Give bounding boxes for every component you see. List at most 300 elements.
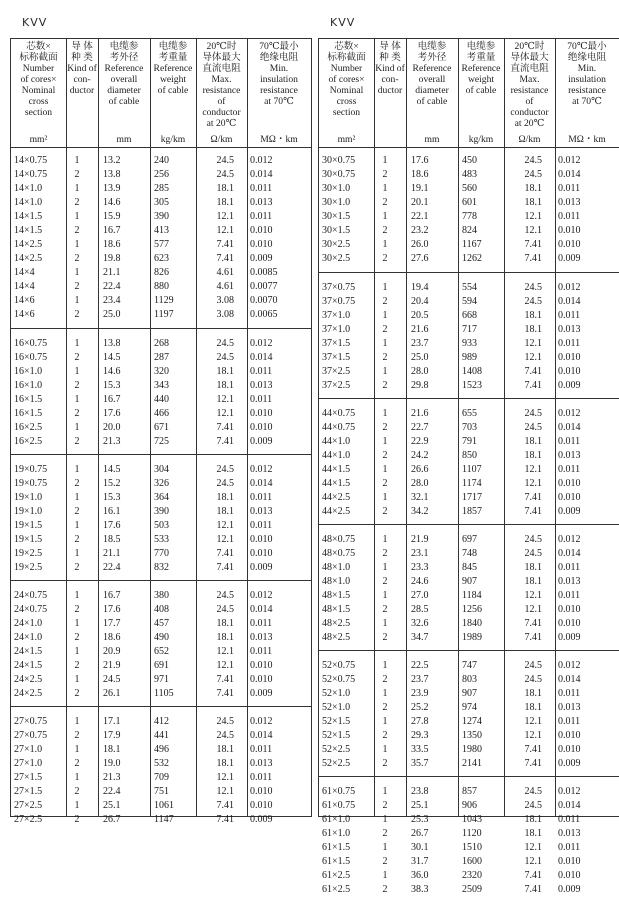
table-row: [319, 673, 619, 687]
cell-col5: 7.41: [524, 870, 542, 881]
cell-col5: 7.41: [216, 562, 234, 573]
table-row: [11, 379, 311, 393]
cell-col1: 30×2.5: [322, 253, 351, 264]
cell-col2: 1: [382, 786, 388, 797]
table-row: [11, 589, 311, 603]
cell-col2: 2: [74, 380, 80, 391]
cell-col3: 18.6: [411, 169, 429, 180]
cell-col5: 24.5: [524, 660, 542, 671]
cell-col3: 20.4: [411, 296, 429, 307]
header-cn-text: 种 类: [71, 52, 93, 63]
table-row: [11, 491, 311, 505]
cell-col5: 7.41: [216, 688, 234, 699]
table-row: [11, 421, 311, 435]
cell-col5: 24.5: [216, 716, 234, 727]
cell-col5: 18.1: [216, 758, 234, 769]
cell-col2: 2: [74, 786, 80, 797]
header-cn-text: 考重量: [158, 52, 188, 63]
table-row: [11, 603, 311, 617]
cell-col5: 12.1: [216, 534, 234, 545]
cell-col1: 30×1.0: [322, 197, 351, 208]
cell-col5: 7.41: [216, 800, 234, 811]
cell-col6: 0.011: [250, 394, 273, 405]
cell-col3: 21.9: [411, 534, 429, 545]
header-cell-col5: [504, 39, 555, 147]
cell-col3: 21.1: [103, 548, 121, 559]
right-panel: [318, 0, 618, 895]
cell-col4: 845: [462, 562, 477, 573]
cell-col1: 27×1.0: [14, 744, 43, 755]
cell-col4: 1840: [462, 618, 482, 629]
cell-col1: 52×1.5: [322, 730, 351, 741]
cell-col2: 1: [382, 842, 388, 853]
cell-col3: 24.2: [411, 450, 429, 461]
cell-col4: 1523: [462, 380, 482, 391]
cell-col4: 1989: [462, 632, 482, 643]
table-row: [11, 645, 311, 659]
cell-col1: 61×1.0: [322, 814, 351, 825]
header-cn-text: 电缆参: [417, 41, 447, 52]
cell-col6: 0.010: [558, 618, 581, 629]
cell-col3: 34.2: [411, 506, 429, 517]
cell-col3: 38.3: [411, 884, 429, 895]
cell-col6: 0.009: [558, 253, 581, 264]
table-body: [319, 148, 619, 895]
header-cn-text: 导 体: [379, 41, 401, 52]
cell-col2: 1: [74, 618, 80, 629]
cell-col1: 44×0.75: [322, 422, 356, 433]
cell-col1: 14×0.75: [14, 169, 48, 180]
header-cn-text: 70℃最小: [567, 41, 607, 52]
table-row: [319, 323, 619, 337]
header-en-text: Number: [330, 63, 363, 74]
table-row: [11, 771, 311, 785]
cell-col6: 0.010: [558, 239, 581, 250]
cell-col6: 0.010: [558, 604, 581, 615]
cell-col4: 1510: [462, 842, 482, 853]
cell-col2: 1: [382, 183, 388, 194]
cell-col2: 1: [74, 548, 80, 559]
cell-col4: 832: [154, 562, 169, 573]
cell-col6: 0.009: [558, 380, 581, 391]
cell-col4: 1174: [462, 478, 482, 489]
cell-col1: 24×1.5: [14, 646, 43, 657]
cell-col2: 1: [382, 590, 388, 601]
header-en-text: resistance: [260, 85, 298, 96]
cell-col2: 1: [74, 492, 80, 503]
cell-col5: 7.41: [216, 674, 234, 685]
header-en-text: weight: [467, 74, 495, 85]
cell-col5: 7.41: [524, 884, 542, 895]
cell-col1: 14×2.5: [14, 253, 43, 264]
cell-col1: 27×1.0: [14, 758, 43, 769]
cell-col5: 18.1: [216, 618, 234, 629]
cell-col3: 15.2: [103, 478, 121, 489]
cell-col2: 1: [74, 422, 80, 433]
cell-col1: 44×1.0: [322, 450, 351, 461]
cell-col1: 37×0.75: [322, 296, 356, 307]
cell-col6: 0.010: [250, 408, 273, 419]
cell-col5: 18.1: [524, 450, 542, 461]
cell-col5: 24.5: [216, 604, 234, 615]
cell-col2: 1: [74, 295, 80, 306]
cell-col5: 24.5: [216, 352, 234, 363]
cell-col6: 0.011: [558, 842, 581, 853]
cell-col4: 390: [154, 506, 169, 517]
cell-col5: 7.41: [524, 380, 542, 391]
cell-col4: 668: [462, 310, 477, 321]
cell-col6: 0.010: [558, 870, 581, 881]
cell-col5: 18.1: [216, 366, 234, 377]
header-cn-text: 芯数×: [26, 41, 51, 52]
table-row: [11, 477, 311, 491]
cell-col5: 24.5: [524, 674, 542, 685]
header-en-text: ductor: [377, 85, 403, 96]
table-row: [11, 659, 311, 673]
cell-col4: 1350: [462, 730, 482, 741]
cell-col5: 12.1: [524, 352, 542, 363]
table-row: [11, 182, 311, 196]
cell-col1: 30×1.5: [322, 211, 351, 222]
cell-col6: 0.014: [250, 730, 273, 741]
header-en-text: Reference: [153, 63, 193, 74]
cell-col5: 24.5: [216, 590, 234, 601]
cell-col6: 0.011: [250, 772, 273, 783]
cell-col3: 17.6: [103, 520, 121, 531]
table-row: [11, 266, 311, 280]
cell-col2: 1: [74, 800, 80, 811]
cell-col4: 671: [154, 422, 169, 433]
cell-col3: 17.6: [103, 604, 121, 615]
cell-col5: 7.41: [524, 492, 542, 503]
cell-col4: 1043: [462, 814, 482, 825]
table-row: [319, 491, 619, 505]
cell-col1: 19×1.5: [14, 534, 43, 545]
cell-col1: 37×2.5: [322, 366, 351, 377]
cell-col3: 22.4: [103, 281, 121, 292]
cell-col6: 0.010: [250, 800, 273, 811]
header-en-text: of cable: [108, 96, 140, 107]
cell-col1: 27×1.5: [14, 772, 43, 783]
header-cell-col5: [196, 39, 247, 147]
cell-col3: 31.7: [411, 856, 429, 867]
cell-col1: 27×0.75: [14, 716, 48, 727]
header-cn-text: 芯数×: [334, 41, 359, 52]
header-cell-col2: [374, 39, 406, 147]
cell-col1: 19×2.5: [14, 562, 43, 573]
cell-col5: 24.5: [524, 155, 542, 166]
cell-col1: 24×1.0: [14, 632, 43, 643]
header-en-text: Reference: [104, 63, 144, 74]
cell-col5: 24.5: [216, 464, 234, 475]
cell-col4: 989: [462, 352, 477, 363]
cell-col1: 44×2.5: [322, 506, 351, 517]
header-cell-col6: [247, 39, 311, 147]
header-cn-text: 电缆参: [466, 41, 496, 52]
cell-col1: 19×1.5: [14, 520, 43, 531]
cell-col5: 12.1: [524, 590, 542, 601]
cell-col6: 0.010: [558, 744, 581, 755]
table-row: [319, 561, 619, 575]
cell-col5: 12.1: [216, 211, 234, 222]
cell-col4: 824: [462, 225, 477, 236]
cell-col4: 751: [154, 786, 169, 797]
header-en-text: at 70℃: [264, 96, 294, 107]
cell-col4: 413: [154, 225, 169, 236]
table-row: [319, 785, 619, 799]
cell-col5: 7.41: [524, 632, 542, 643]
cell-col4: 287: [154, 352, 169, 363]
header-en-text: of: [525, 96, 534, 107]
cell-col3: 23.8: [411, 786, 429, 797]
header-cn-text: 考外径: [417, 52, 447, 63]
header-en-text: Nominal: [329, 85, 364, 96]
header-unit: mm²: [337, 134, 356, 145]
cell-col5: 18.1: [216, 506, 234, 517]
cell-col2: 1: [74, 646, 80, 657]
cell-col2: 1: [382, 211, 388, 222]
cell-col6: 0.011: [558, 590, 581, 601]
cell-col4: 268: [154, 338, 169, 349]
cell-col2: 1: [382, 366, 388, 377]
cell-col5: 3.08: [216, 309, 234, 320]
table-header: [319, 39, 619, 148]
cell-col1: 52×2.5: [322, 758, 351, 769]
header-en-text: of cable: [416, 96, 448, 107]
row-group: [319, 272, 619, 398]
table-row: [319, 729, 619, 743]
cell-col5: 7.41: [216, 239, 234, 250]
header-en-text: at 20℃: [206, 118, 237, 129]
cell-col5: 12.1: [216, 646, 234, 657]
table-row: [319, 295, 619, 309]
cell-col2: 2: [74, 814, 80, 825]
cell-col2: 2: [74, 408, 80, 419]
cell-col2: 2: [74, 309, 80, 320]
cell-col6: 0.011: [250, 646, 273, 657]
cell-col1: 44×1.5: [322, 464, 351, 475]
cell-col1: 52×1.5: [322, 716, 351, 727]
cell-col5: 12.1: [524, 856, 542, 867]
header-cn-text: 导体最大: [202, 52, 241, 63]
cell-col4: 1256: [462, 604, 482, 615]
cell-col3: 26.1: [103, 688, 121, 699]
cell-col6: 0.009: [558, 632, 581, 643]
cell-col4: 1600: [462, 856, 482, 867]
cell-col1: 37×0.75: [322, 282, 356, 293]
cell-col2: 2: [74, 758, 80, 769]
row-group: [319, 524, 619, 650]
cell-col3: 28.0: [411, 478, 429, 489]
cell-col5: 18.1: [524, 183, 542, 194]
table-row: [319, 407, 619, 421]
cable-spec-table: [10, 38, 312, 825]
table-row: [319, 547, 619, 561]
header-en-text: Reference: [461, 63, 501, 74]
header-cn-text: 直流电阻: [510, 63, 549, 74]
cell-col6: 0.009: [250, 814, 273, 825]
table-row: [319, 841, 619, 855]
header-en-text: of cores×: [20, 74, 57, 85]
table-row: [11, 351, 311, 365]
cell-col6: 0.013: [250, 506, 273, 517]
cell-col3: 34.7: [411, 632, 429, 643]
row-group: [11, 706, 311, 832]
cell-col5: 7.41: [216, 436, 234, 447]
cell-col4: 457: [154, 618, 169, 629]
table-row: [319, 659, 619, 673]
cell-col6: 0.011: [250, 183, 273, 194]
cell-col6: 0.010: [558, 478, 581, 489]
table-row: [319, 869, 619, 883]
cell-col2: 2: [382, 856, 388, 867]
cell-col5: 24.5: [524, 534, 542, 545]
cell-col1: 44×0.75: [322, 408, 356, 419]
cell-col2: 2: [382, 576, 388, 587]
header-cn-text: 考重量: [466, 52, 496, 63]
cell-col1: 48×2.5: [322, 618, 351, 629]
header-en-text: ductor: [69, 85, 95, 96]
cell-col3: 18.6: [103, 239, 121, 250]
cell-col6: 0.010: [250, 239, 273, 250]
cell-col3: 22.9: [411, 436, 429, 447]
cell-col4: 2320: [462, 870, 482, 881]
cell-col4: 1262: [462, 253, 482, 264]
cell-col5: 18.1: [216, 197, 234, 208]
header-en-text: Kind of: [67, 63, 97, 74]
cell-col2: 2: [74, 253, 80, 264]
cell-col4: 691: [154, 660, 169, 671]
cell-col2: 2: [382, 828, 388, 839]
cell-col1: 16×1.5: [14, 394, 43, 405]
header-en-text: Min.: [269, 63, 289, 74]
cell-col1: 14×0.75: [14, 155, 48, 166]
cell-col1: 14×4: [14, 267, 35, 278]
cell-col4: 1184: [462, 590, 482, 601]
cell-col5: 18.1: [524, 702, 542, 713]
cell-col2: 1: [382, 716, 388, 727]
cell-col6: 0.013: [558, 828, 581, 839]
cell-col1: 24×1.5: [14, 660, 43, 671]
cell-col4: 440: [154, 394, 169, 405]
cell-col6: 0.012: [250, 464, 273, 475]
cell-col3: 13.8: [103, 338, 121, 349]
cell-col5: 24.5: [524, 282, 542, 293]
cell-col6: 0.010: [250, 660, 273, 671]
cell-col6: 0.013: [250, 758, 273, 769]
cell-col3: 30.1: [411, 842, 429, 853]
cell-col3: 22.7: [411, 422, 429, 433]
cell-col6: 0.011: [558, 310, 581, 321]
cell-col3: 19.8: [103, 253, 121, 264]
cell-col4: 364: [154, 492, 169, 503]
header-cell-col4: [458, 39, 504, 147]
cell-col2: 2: [74, 660, 80, 671]
cell-col1: 61×1.5: [322, 842, 351, 853]
cell-col5: 24.5: [524, 296, 542, 307]
cell-col4: 320: [154, 366, 169, 377]
cell-col2: 1: [74, 674, 80, 685]
cell-col4: 655: [462, 408, 477, 419]
cell-col4: 880: [154, 281, 169, 292]
header-unit: kg/km: [160, 134, 186, 145]
cell-col2: 2: [74, 352, 80, 363]
table-row: [11, 252, 311, 266]
header-en-text: con-: [381, 74, 399, 85]
cell-col1: 19×2.5: [14, 548, 43, 559]
table-row: [319, 631, 619, 645]
cell-col6: 0.011: [558, 814, 581, 825]
row-group: [319, 398, 619, 524]
cell-col2: 2: [382, 253, 388, 264]
header-cn-text: 标称截面: [19, 52, 58, 63]
cell-col3: 17.1: [103, 716, 121, 727]
cell-col2: 2: [382, 225, 388, 236]
header-unit: MΩ・km: [260, 134, 298, 145]
cell-col2: 1: [382, 464, 388, 475]
cell-col6: 0.010: [558, 225, 581, 236]
table-row: [11, 561, 311, 575]
row-group: [11, 148, 311, 327]
panel-title: KVV: [330, 16, 356, 29]
cell-col2: 2: [74, 197, 80, 208]
cell-col3: 21.6: [411, 408, 429, 419]
cell-col4: 1980: [462, 744, 482, 755]
cell-col1: 37×1.5: [322, 338, 351, 349]
cell-col2: 1: [382, 436, 388, 447]
cell-col3: 13.9: [103, 183, 121, 194]
cell-col2: 1: [74, 239, 80, 250]
cell-col4: 1167: [462, 239, 482, 250]
cell-col4: 483: [462, 169, 477, 180]
cell-col4: 2509: [462, 884, 482, 895]
header-cell-col3: [406, 39, 458, 147]
header-cell-col1: [319, 39, 374, 147]
cell-col3: 22.5: [411, 660, 429, 671]
table-header: [11, 39, 311, 148]
header-cn-text: 20℃时: [514, 41, 545, 52]
cell-col1: 19×0.75: [14, 478, 48, 489]
cell-col2: 2: [382, 674, 388, 685]
cell-col6: 0.011: [558, 688, 581, 699]
cell-col1: 30×2.5: [322, 239, 351, 250]
header-en-text: of cores×: [328, 74, 365, 85]
table-row: [11, 533, 311, 547]
cell-col2: 1: [382, 534, 388, 545]
cell-col5: 18.1: [216, 380, 234, 391]
cell-col3: 25.1: [103, 800, 121, 811]
cell-col2: 1: [74, 716, 80, 727]
cell-col3: 14.6: [103, 197, 121, 208]
cell-col2: 2: [74, 169, 80, 180]
header-en-text: at 70℃: [572, 96, 602, 107]
cell-col5: 3.08: [216, 295, 234, 306]
cell-col2: 1: [382, 239, 388, 250]
table-row: [11, 631, 311, 645]
cell-col6: 0.014: [250, 604, 273, 615]
table-body: [11, 148, 311, 825]
cell-col4: 533: [154, 534, 169, 545]
cell-col4: 2141: [462, 758, 482, 769]
header-cn-text: 导 体: [71, 41, 93, 52]
header-unit: MΩ・km: [568, 134, 606, 145]
cell-col5: 4.61: [216, 281, 234, 292]
table-row: [319, 505, 619, 519]
header-en-text: cross: [28, 96, 49, 107]
table-row: [11, 337, 311, 351]
cell-col5: 18.1: [216, 183, 234, 194]
table-row: [319, 715, 619, 729]
